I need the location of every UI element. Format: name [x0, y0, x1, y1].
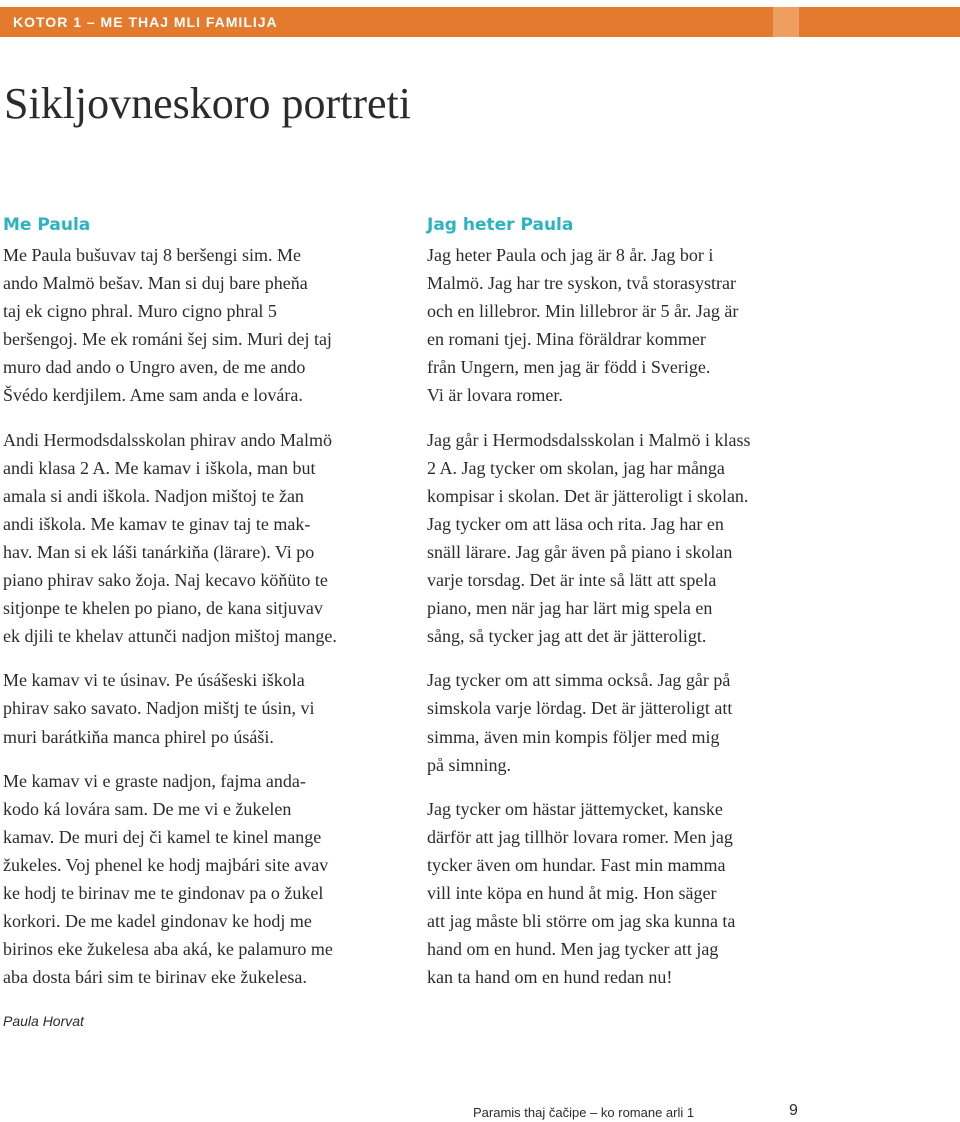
text-line: piano phirav sako žoja. Naj kecavo köňüto te: [3, 570, 328, 591]
text-line: tycker även om hundar. Fast min mamma: [427, 854, 726, 875]
paragraph: [427, 666, 812, 778]
paragraph: [427, 426, 812, 651]
text-line: kodo ká lovára sam. De me vi e žukelen: [3, 798, 292, 819]
header-tab-marker: [773, 7, 799, 37]
text-line: och en lillebror. Min lillebror är 5 år. Jag är: [427, 301, 739, 322]
paragraph-gap: [3, 410, 383, 426]
text-line: simskola varje lördag. Det är jätteroligt att: [427, 698, 733, 719]
text-line: Jag tycker om att simma också. Jag går på: [427, 670, 731, 691]
text-line: Jag heter Paula och jag är 8 år. Jag bor i: [427, 245, 714, 265]
text-line: från Ungern, men jag är född i Sverige.: [427, 357, 711, 378]
page-number: 9: [789, 1102, 798, 1119]
text-line: piano, men när jag har lärt mig spela en: [427, 598, 713, 619]
text-line: en romani tjej. Mina föräldrar kommer: [427, 329, 706, 350]
text-line: simma, även min kompis följer med mig: [427, 726, 720, 747]
text-line: kan ta hand om en hund redan nu!: [427, 967, 673, 988]
footer-book-title: Paramis thaj čačipe – ko romane arli 1: [473, 1105, 695, 1120]
romani-text-column: [3, 212, 383, 991]
text-line: amala si andi iškola. Nadjon mištoj te žan: [3, 485, 304, 506]
text-line: ek djili te khelav attunči nadjon mištoj mange.: [3, 626, 337, 647]
paragraph-gap: [427, 779, 812, 795]
paragraph-gap: [427, 410, 812, 426]
swedish-text-column: [427, 212, 812, 991]
paragraph: [3, 426, 383, 651]
text-line: Švédo kerdjilem. Ame sam anda e lovára.: [3, 385, 303, 406]
paragraph: [427, 795, 812, 992]
text-line: žukeles. Voj phenel ke hodj majbári site avav: [3, 854, 329, 875]
text-line: därför att jag tillhör lovara romer. Men jag: [427, 826, 733, 847]
text-line: kompisar i skolan. Det är jätteroligt i skolan.: [427, 485, 749, 506]
text-line: phirav sako savato. Nadjon mištj te úsin, vi: [3, 698, 315, 719]
text-line: Vi är lovara romer.: [427, 385, 563, 406]
text-line: att jag måste bli större om jag ska kunna ta: [427, 911, 736, 932]
text-line: på simning.: [427, 754, 511, 775]
paragraph: [3, 241, 383, 410]
paragraph-gap: [3, 650, 383, 666]
text-line: Me kamav vi e graste nadjon, fajma anda-: [3, 770, 306, 791]
text-line: Me Paula bušuvav taj 8 beršengi sim. Me: [3, 245, 301, 265]
paragraph-gap: [427, 650, 812, 666]
text-line: birinos eke žukelesa aba aká, ke palamuro me: [3, 939, 333, 960]
text-line: Jag går i Hermodsdalsskolan i Malmö i klass: [427, 429, 751, 450]
text-line: 2 A. Jag tycker om skolan, jag har många: [427, 457, 725, 478]
paragraph: [3, 767, 383, 992]
text-line: hand om en hund. Men jag tycker att jag: [427, 939, 719, 960]
text-line: aba dosta bári sim te birinav eke žukelesa.: [3, 967, 307, 988]
text-line: kamav. De muri dej či kamel te kinel mange: [3, 826, 322, 847]
text-line: varje torsdag. Det är inte så lätt att spela: [427, 570, 717, 591]
romani-section-heading: Me Paula: [3, 215, 91, 235]
swedish-section-heading: Jag heter Paula: [427, 215, 574, 235]
text-line: snäll lärare. Jag går även på piano i skolan: [427, 541, 733, 562]
text-line: taj ek cigno phral. Muro cigno phral 5: [3, 301, 277, 322]
text-line: Jag tycker om hästar jättemycket, kanske: [427, 798, 723, 819]
paragraph: [427, 241, 812, 410]
text-line: ke hodj te birinav me te gindonav pa o žukel: [3, 882, 324, 903]
text-line: beršengoj. Me ek románi šej sim. Muri dej taj: [3, 329, 332, 350]
text-line: Malmö. Jag har tre syskon, två storasystrar: [427, 273, 736, 294]
chapter-label: KOTOR 1 – ME THAJ MLI FAMILIJA: [13, 14, 278, 30]
paragraph: [3, 666, 383, 750]
text-line: korkori. De me kadel gindonav ke hodj me: [3, 911, 312, 932]
text-line: sitjonpe te khelen po piano, de kana sitjuvav: [3, 598, 323, 619]
text-line: ando Malmö bešav. Man si duj bare pheňa: [3, 273, 308, 294]
text-line: andi iškola. Me kamav te ginav taj te mak-: [3, 513, 311, 534]
text-line: vill inte köpa en hund åt mig. Hon säger: [427, 882, 717, 903]
chapter-header-bar: [0, 7, 960, 37]
text-line: Jag tycker om att läsa och rita. Jag har en: [427, 513, 724, 534]
author-caption: Paula Horvat: [3, 1013, 84, 1029]
text-line: muro dad ando o Ungro aven, de me ando: [3, 357, 306, 378]
page-title: Sikljovneskoro portreti: [4, 79, 411, 128]
text-line: muri barátkiňa manca phirel po úsáši.: [3, 726, 274, 747]
text-line: andi klasa 2 A. Me kamav i iškola, man but: [3, 457, 316, 478]
paragraph-gap: [3, 751, 383, 767]
text-line: Me kamav vi te úsinav. Pe úsášeski iškola: [3, 670, 305, 691]
text-line: hav. Man si ek láši tanárkiňa (lärare). Vi po: [3, 541, 315, 562]
text-line: sång, så tycker jag att det är jätteroligt.: [427, 626, 707, 647]
text-line: Andi Hermodsdalsskolan phirav ando Malmö: [3, 429, 332, 450]
